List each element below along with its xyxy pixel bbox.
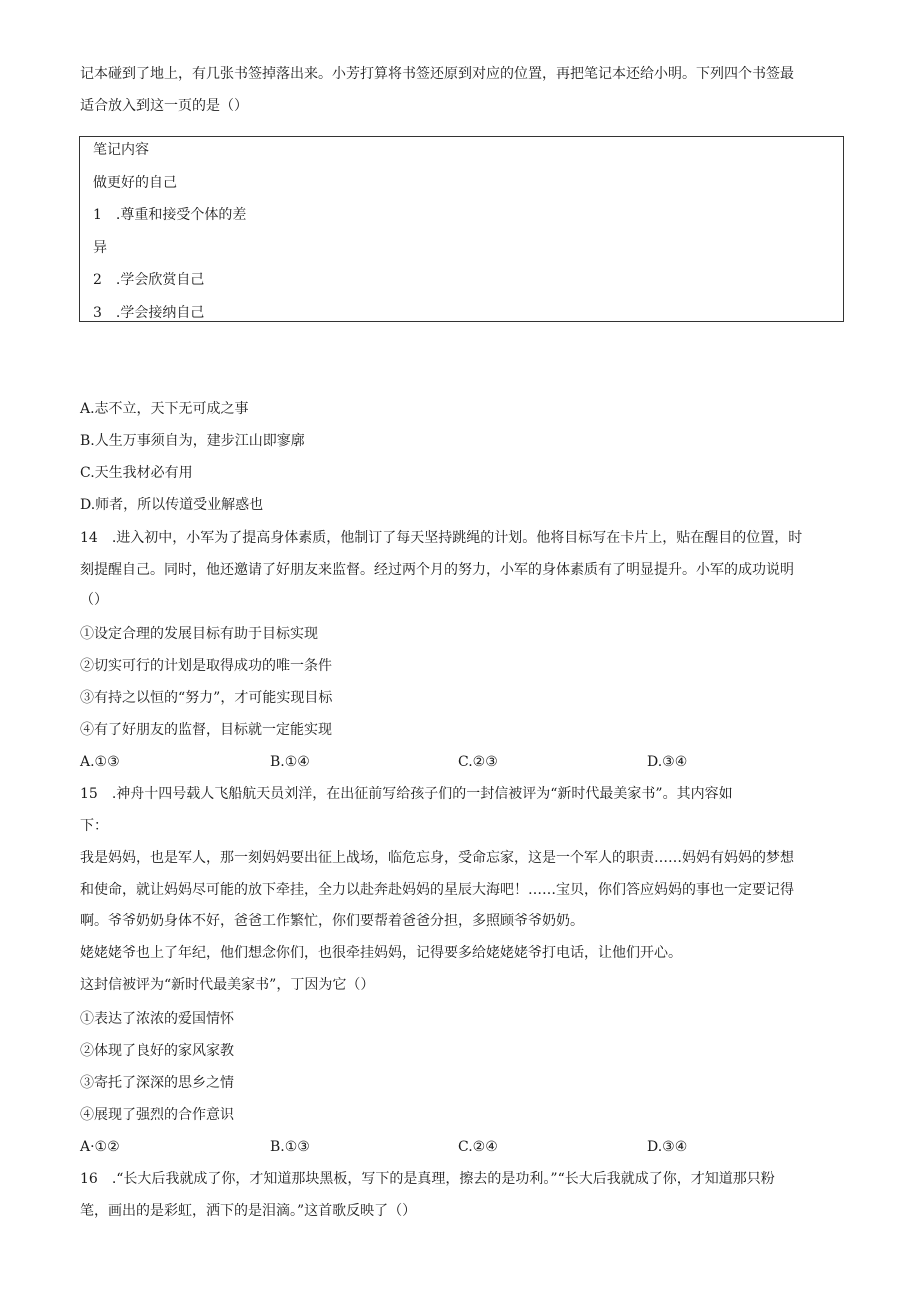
note-item-1b: 异 <box>93 240 107 256</box>
note-title: 做更好的自己 <box>93 175 177 191</box>
q14-line-3: （） <box>80 592 108 608</box>
note-item-1a: 1 .尊重和接受个体的差 <box>93 207 247 223</box>
q15-option-c: C.②④ <box>458 1139 498 1155</box>
q15-option-a: A·①② <box>80 1139 120 1155</box>
note-item-2: 2 .学会欣赏自己 <box>93 272 205 288</box>
q14-option-a: A.①③ <box>80 754 120 770</box>
q15-letter-2: 和使命，就让妈妈尽可能的放下牵挂，全力以赴奔赴妈妈的星辰大海吧！……宝贝，你们答应妈妈的事也一定要记得 <box>80 882 794 898</box>
q14-statement-1: ①设定合理的发展目标有助于目标实现 <box>80 626 318 642</box>
q15-option-d: D.③④ <box>647 1139 688 1155</box>
intro-line-2: 适合放入到这一页的是（） <box>80 98 248 114</box>
q15-statement-3: ③寄托了深深的思乡之情 <box>80 1075 234 1091</box>
q14-statement-2: ②切实可行的计划是取得成功的唯一条件 <box>80 658 332 674</box>
q15-letter-4: 姥姥姥爷也上了年纪，他们想念你们，也很牵挂妈妈，记得要多给姥姥姥爷打电话，让他们开心。 <box>80 945 682 961</box>
q16-line-2: 笔，画出的是彩虹，洒下的是泪滴。”这首歌反映了（） <box>80 1203 417 1219</box>
q14-line-2: 刻提醒自己。同时，他还邀请了好朋友来监督。经过两个月的努力，小军的身体素质有了明显提升。小军的成功说明 <box>80 562 794 578</box>
q14-statement-4: ④有了好朋友的监督，目标就一定能实现 <box>80 722 332 738</box>
q13-option-b: B.人生万事须自为，建步江山即寥廓 <box>80 433 305 449</box>
q13-option-d: D.师者，所以传道受业解惑也 <box>80 497 264 513</box>
q14-line-1: 14 .进入初中，小军为了提高身体素质，他制订了每天坚持跳绳的计划。他将目标写在卡片上，贴在醒目的位置，时 <box>80 530 803 546</box>
q15-stem: 这封信被评为“新时代最美家书”，丁因为它（） <box>80 977 375 993</box>
note-box <box>79 136 844 322</box>
note-item-3: 3 .学会接纳自己 <box>93 305 205 321</box>
q15-statement-4: ④展现了强烈的合作意识 <box>80 1107 234 1123</box>
q14-option-c: C.②③ <box>458 754 498 770</box>
q16-line-1: 16 .“长大后我就成了你，才知道那块黑板，写下的是真理，擦去的是功利。”“长大后我就成了你，才知道那只粉 <box>80 1171 775 1187</box>
q14-option-b: B.①④ <box>270 754 310 770</box>
q13-option-c: C.天生我材必有用 <box>80 465 193 481</box>
q15-letter-1: 我是妈妈，也是军人，那一刻妈妈要出征上战场，临危忘身，受命忘家，这是一个军人的职责……妈妈有妈妈的梦想 <box>80 850 794 866</box>
q14-statement-3: ③有持之以恒的“努力”，才可能实现目标 <box>80 690 333 706</box>
q15-option-b: B.①③ <box>270 1139 310 1155</box>
q14-option-d: D.③④ <box>647 754 688 770</box>
q15-line-2: 下： <box>80 818 108 834</box>
q13-option-a: A.志不立，天下无可成之事 <box>80 401 249 417</box>
q15-letter-3: 啊。爷爷奶奶身体不好，爸爸工作繁忙，你们要帮着爸爸分担，多照顾爷爷奶奶。 <box>80 913 584 929</box>
note-heading: 笔记内容 <box>93 142 149 158</box>
q15-statement-2: ②体现了良好的家风家教 <box>80 1043 234 1059</box>
intro-line-1: 记本碰到了地上，有几张书签掉落出来。小芳打算将书签还原到对应的位置，再把笔记本还给小明。下列四个书签最 <box>80 66 794 82</box>
q15-line-1: 15 .神舟十四号载人飞船航天员刘洋，在出征前写给孩子们的一封信被评为“新时代最美家书”。其内容如 <box>80 786 733 802</box>
q15-statement-1: ①表达了浓浓的爱国情怀 <box>80 1011 234 1027</box>
